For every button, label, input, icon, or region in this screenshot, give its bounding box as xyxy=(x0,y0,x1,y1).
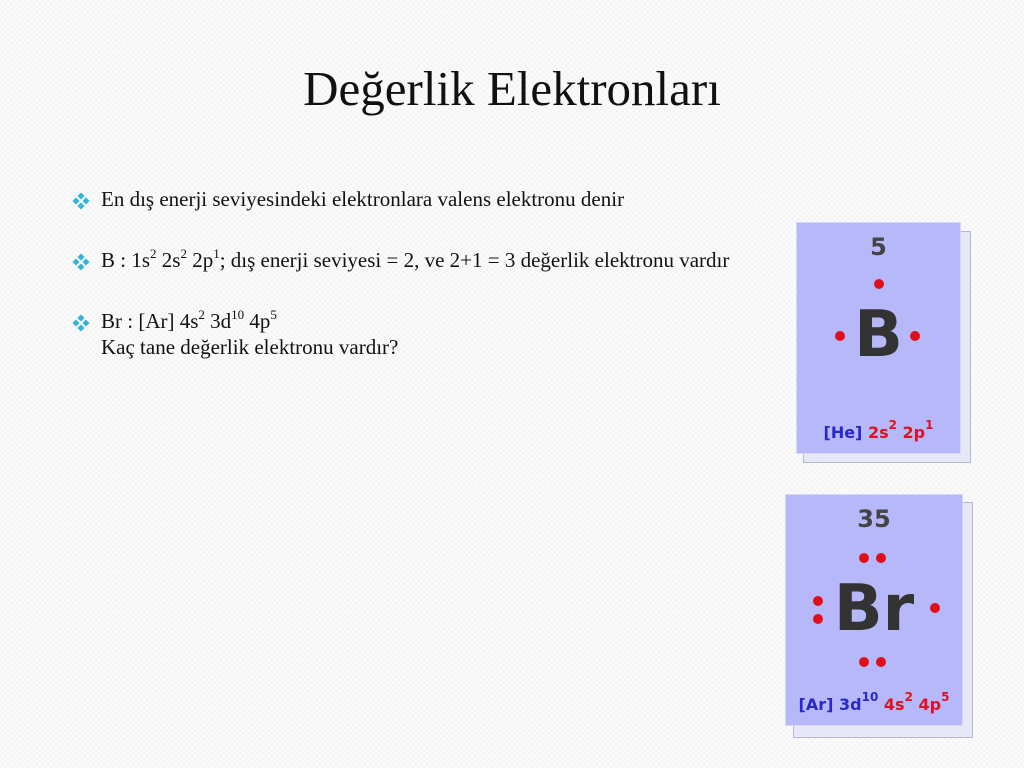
electron-configuration: [He] $2s^2$ $2p^1$ xyxy=(823,417,934,442)
diamond-bullet-icon xyxy=(72,192,90,210)
element-symbol: Br xyxy=(833,572,915,646)
electron-configuration: [Ar] $3d^{10}$ $4s^2$ $4p^5$ xyxy=(798,689,950,714)
bullet-list xyxy=(72,186,752,395)
valence-dot xyxy=(876,553,886,563)
element-symbol: B xyxy=(854,298,903,372)
diamond-bullet-icon xyxy=(72,314,90,332)
valence-dot xyxy=(874,279,884,289)
bromine-lewis-card xyxy=(785,494,973,738)
bullet-item-boron xyxy=(72,247,752,273)
bullet-text: Br : [Ar] $4s^2$ $3d^{10}$ $4p^5$ Kaç tane değerlik elektronu vardır? xyxy=(101,307,399,359)
valence-dot xyxy=(876,657,886,667)
slide-title: Değerlik Elektronları xyxy=(303,61,721,116)
bullet-item-bromine xyxy=(72,308,752,360)
valence-dot xyxy=(859,657,869,667)
bullet-item-valence-definition xyxy=(72,186,752,212)
diamond-bullet-icon xyxy=(72,253,90,271)
bullet-text: En dış enerji seviyesindeki elektronlara valens elektronu denir xyxy=(101,187,625,211)
atomic-number: 5 xyxy=(870,233,887,261)
valence-dot xyxy=(859,553,869,563)
boron-lewis-card xyxy=(796,222,972,464)
bullet-text: B : $1s^2$ $2s^2$ $2p^1$; dış enerji seviyesi = 2, ve 2+1 = 3 değerlik elektronu vardır xyxy=(101,246,730,272)
atomic-number: 35 xyxy=(857,505,891,533)
